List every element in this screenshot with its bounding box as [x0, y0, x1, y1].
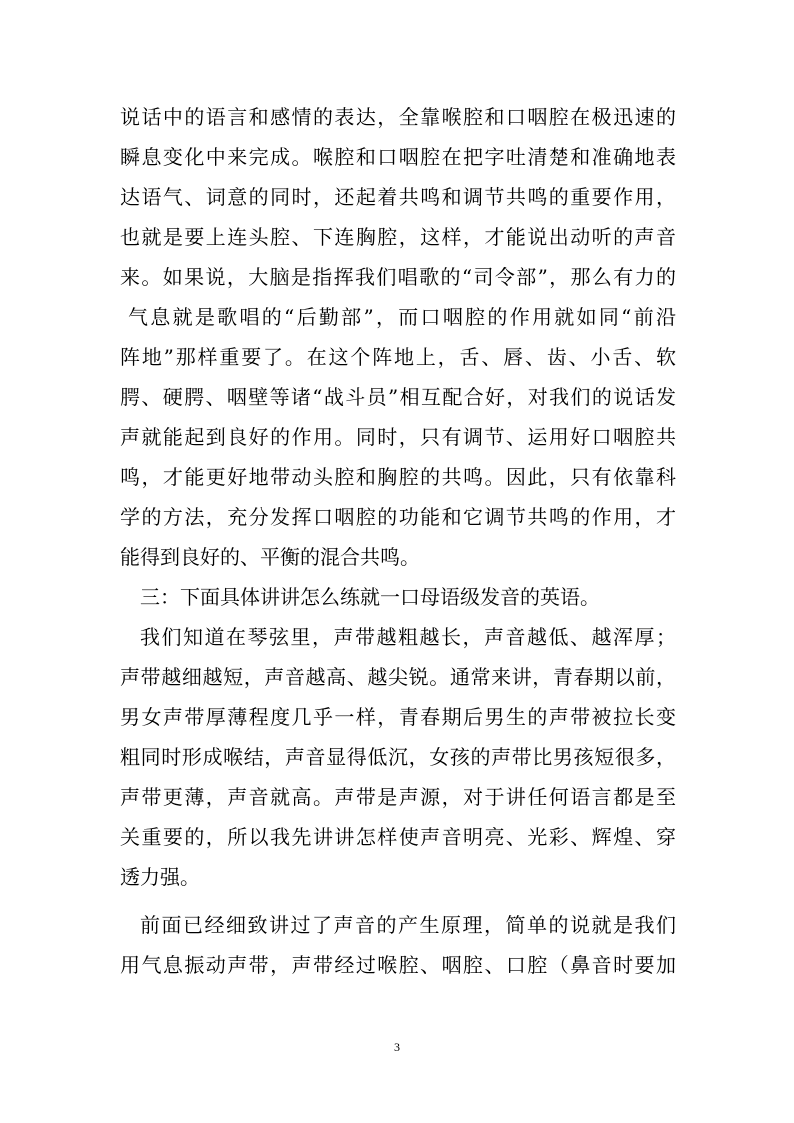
text-line: 来。如果说，大脑是指挥我们唱歌的“司令部”，那么有力的: [120, 265, 676, 289]
text-line: 我们知道在琴弦里，声带越粗越长，声音越低、越浑厚；: [140, 625, 676, 649]
text-line: 气息就是歌唱的“后勤部”，而口咽腔的作用就如同“前沿: [128, 305, 676, 329]
text-line: 透力强。: [120, 865, 200, 889]
text-line: 前面已经细致讲过了声音的产生原理，简单的说就是我们: [140, 913, 676, 937]
text-line: 男女声带厚薄程度几乎一样，青春期后男生的声带被拉长变: [120, 705, 676, 729]
text-line: 粗同时形成喉结，声音显得低沉，女孩的声带比男孩短很多，: [120, 745, 676, 769]
page-number: 3: [394, 1040, 400, 1054]
text-line: 声带更薄，声音就高。声带是声源，对于讲任何语言都是至: [120, 785, 676, 809]
text-line: 腭、硬腭、咽壁等诸“战斗员”相互配合好，对我们的说话发: [120, 385, 676, 409]
text-line: 用气息振动声带，声带经过喉腔、咽腔、口腔（鼻音时要加: [120, 953, 676, 977]
body-text: [120, 97, 676, 985]
text-line: 瞬息变化中来完成。喉腔和口咽腔在把字吐清楚和准确地表: [120, 145, 676, 169]
text-line: 说话中的语言和感情的表达，全靠喉腔和口咽腔在极迅速的: [120, 105, 676, 129]
text-line: 也就是要上连头腔、下连胸腔，这样，才能说出动听的声音: [120, 225, 676, 249]
text-line: 声就能起到良好的作用。同时，只有调节、运用好口咽腔共: [120, 425, 676, 449]
text-line: 能得到良好的、平衡的混合共鸣。: [120, 545, 420, 569]
text-line: 达语气、词意的同时，还起着共鸣和调节共鸣的重要作用，: [120, 185, 676, 209]
text-line: 声带越细越短，声音越高、越尖锐。通常来讲，青春期以前，: [120, 665, 676, 689]
text-line: 鸣，才能更好地带动头腔和胸腔的共鸣。因此，只有依靠科: [120, 465, 676, 489]
section-heading: 三：下面具体讲讲怎么练就一口母语级发音的英语。: [140, 585, 600, 609]
text-line: 阵地”那样重要了。在这个阵地上，舌、唇、齿、小舌、软: [120, 345, 676, 369]
text-line: 学的方法，充分发挥口咽腔的功能和它调节共鸣的作用，才: [120, 505, 676, 529]
text-line: 关重要的，所以我先讲讲怎样使声音明亮、光彩、辉煌、穿: [120, 825, 676, 849]
